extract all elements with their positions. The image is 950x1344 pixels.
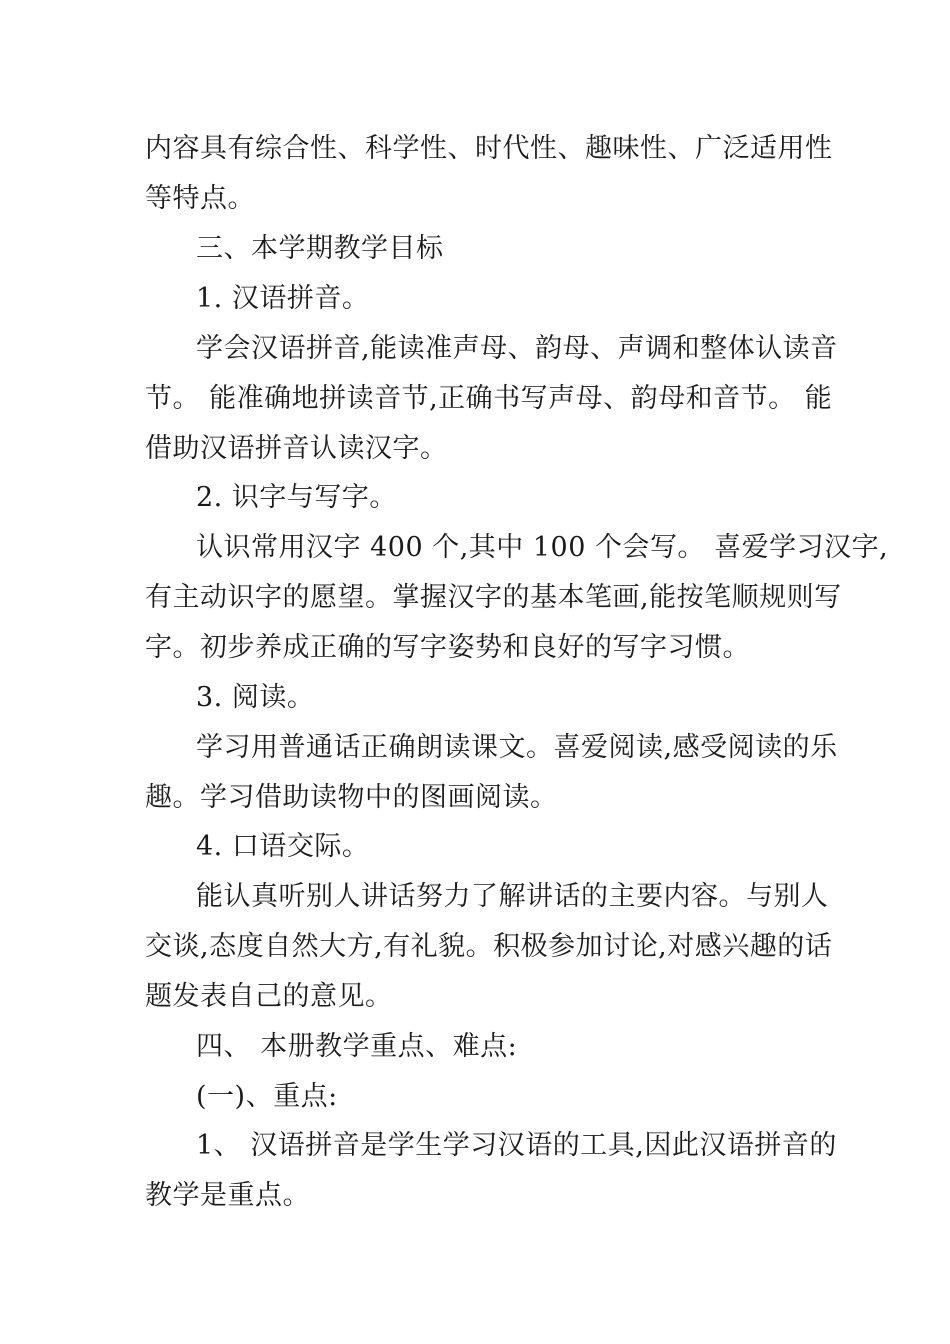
paragraph-line: 能认真听别人讲话努力了解讲话的主要内容。与别人 [196, 881, 829, 912]
section-heading: 三、本学期教学目标 [196, 233, 444, 264]
paragraph-line: 交谈,态度自然大方,有礼貌。积极参加讨论,对感兴趣的话 [145, 931, 833, 962]
paragraph-line: 趣。学习借助读物中的图画阅读。 [145, 782, 558, 813]
paragraph-line: 认识常用汉字 400 个,其中 100 个会写。 喜爱学习汉字, [196, 532, 889, 563]
subsection-heading: 4. 口语交际。 [196, 831, 370, 862]
paragraph-line: 借助汉语拼音认读汉字。 [145, 433, 448, 464]
subsection-heading: (一)、重点: [196, 1081, 338, 1112]
paragraph-line: 等特点。 [145, 183, 255, 214]
paragraph-line: 题发表自己的意见。 [145, 981, 393, 1012]
paragraph-line: 教学是重点。 [145, 1180, 310, 1211]
subsection-heading: 1. 汉语拼音。 [196, 283, 370, 314]
paragraph-line: 1、 汉语拼音是学生学习汉语的工具,因此汉语拼音的 [196, 1130, 837, 1161]
paragraph-line: 节。 能准确地拼读音节,正确书写声母、韵母和音节。 能 [145, 383, 833, 414]
paragraph-line: 字。初步养成正确的写字姿势和良好的写字习惯。 [145, 632, 750, 663]
paragraph-line: 学会汉语拼音,能读准声母、韵母、声调和整体认读音 [196, 333, 838, 364]
paragraph-line: 学习用普通话正确朗读课文。喜爱阅读,感受阅读的乐 [196, 732, 838, 763]
paragraph-line: 有主动识字的愿望。掌握汉字的基本笔画,能按笔顺规则写 [145, 582, 842, 613]
paragraph-line: 内容具有综合性、科学性、时代性、趣味性、广泛适用性 [145, 133, 833, 164]
subsection-heading: 3. 阅读。 [196, 682, 315, 713]
section-heading: 四、 本册教学重点、难点: [196, 1031, 518, 1062]
subsection-heading: 2. 识字与写字。 [196, 482, 397, 513]
